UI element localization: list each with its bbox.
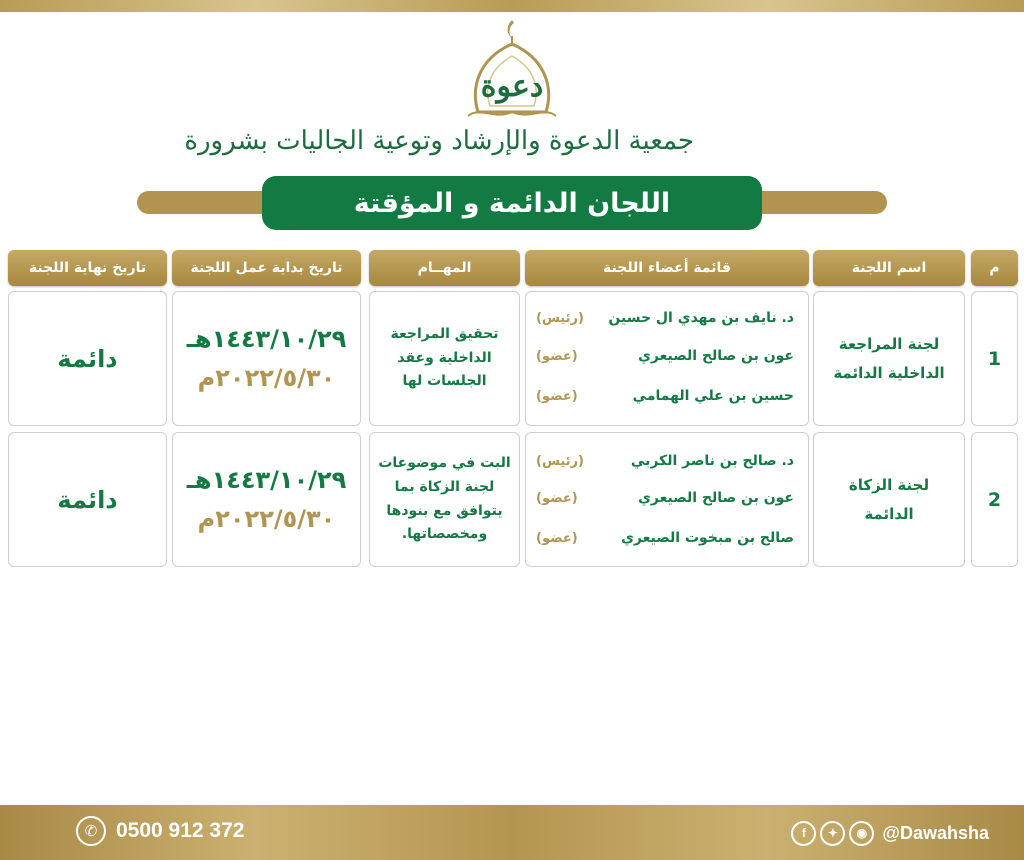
member-row [536,383,794,409]
start-date-hijri: ١٤٤٣/١٠/٢٩هـ [186,466,347,495]
member-name: عون بن صالح الصيعري [638,348,794,364]
row-1-committee-name: لجنة المراجعة الداخلية الدائمة [813,291,965,426]
social-handle[interactable]: @Dawahsha [882,822,989,843]
top-decorative-band [0,0,1024,12]
member-role: (رئيس) [536,453,584,469]
footer-social [791,818,989,848]
svg-text:دعوة: دعوة [480,69,544,104]
row-2-index: 2 [971,432,1018,567]
row-2-members [525,432,809,567]
member-name: حسين بن علي الهمامي [632,388,794,404]
row-1-start-date [172,291,361,426]
member-role: (عضو) [536,490,578,506]
header-start-date: تاريخ بداية عمل اللجنة [172,250,361,286]
phone-number: 0500 912 372 [116,819,245,842]
start-date-hijri: ١٤٤٣/١٠/٢٩هـ [186,325,347,354]
row-2-committee-name: لجنة الزكاة الدائمة [813,432,965,567]
page-title: اللجان الدائمة و المؤقتة [262,176,762,230]
member-name: صالح بن مبخوت الصيعري [621,530,794,546]
row-2-tasks: البت في موضوعات لجنة الزكاة بما يتوافق مع بنودها ومخصصاتها. [369,432,520,567]
row-1-index: 1 [971,291,1018,426]
header-committee-name: اسم اللجنة [813,250,965,286]
header-end-date: تاريخ نهاية اللجنة [8,250,167,286]
facebook-icon[interactable]: f [791,821,816,846]
header-members: قائمة أعضاء اللجنة [525,250,809,286]
member-role: (عضو) [536,388,578,404]
row-2-start-date [172,432,361,567]
member-row [536,448,794,474]
member-role: (رئيس) [536,310,584,326]
member-name: عون بن صالح الصيعري [638,490,794,506]
row-2-end-date: دائمة [8,432,167,567]
instagram-icon[interactable]: ◉ [849,821,874,846]
whatsapp-icon[interactable]: ✆ [76,816,106,846]
start-date-gregorian: ٢٠٢٢/٥/٣٠م [197,363,336,392]
member-row [536,305,794,331]
member-row [536,343,794,369]
organization-name: جمعية الدعوة والإرشاد وتوعية الجاليات بشرورة [184,126,694,156]
header-tasks: المهــام [369,250,520,286]
row-1-members [525,291,809,426]
member-role: (عضو) [536,348,578,364]
row-1-end-date: دائمة [8,291,167,426]
footer-phone[interactable] [76,814,244,848]
member-name: د. صالح بن ناصر الكربي [630,453,794,469]
member-row [536,525,794,551]
member-role: (عضو) [536,530,578,546]
header-index: م [971,250,1018,286]
member-row [536,485,794,511]
organization-logo [184,16,694,168]
logo-emblem-icon [330,16,694,126]
start-date-gregorian: ٢٠٢٢/٥/٣٠م [197,504,336,533]
row-1-tasks: تحقيق المراجعة الداخلية وعقد الجلسات لها [369,291,520,426]
member-name: د. نايف بن مهدي ال حسين [608,310,794,326]
twitter-icon[interactable]: ✦ [820,821,845,846]
